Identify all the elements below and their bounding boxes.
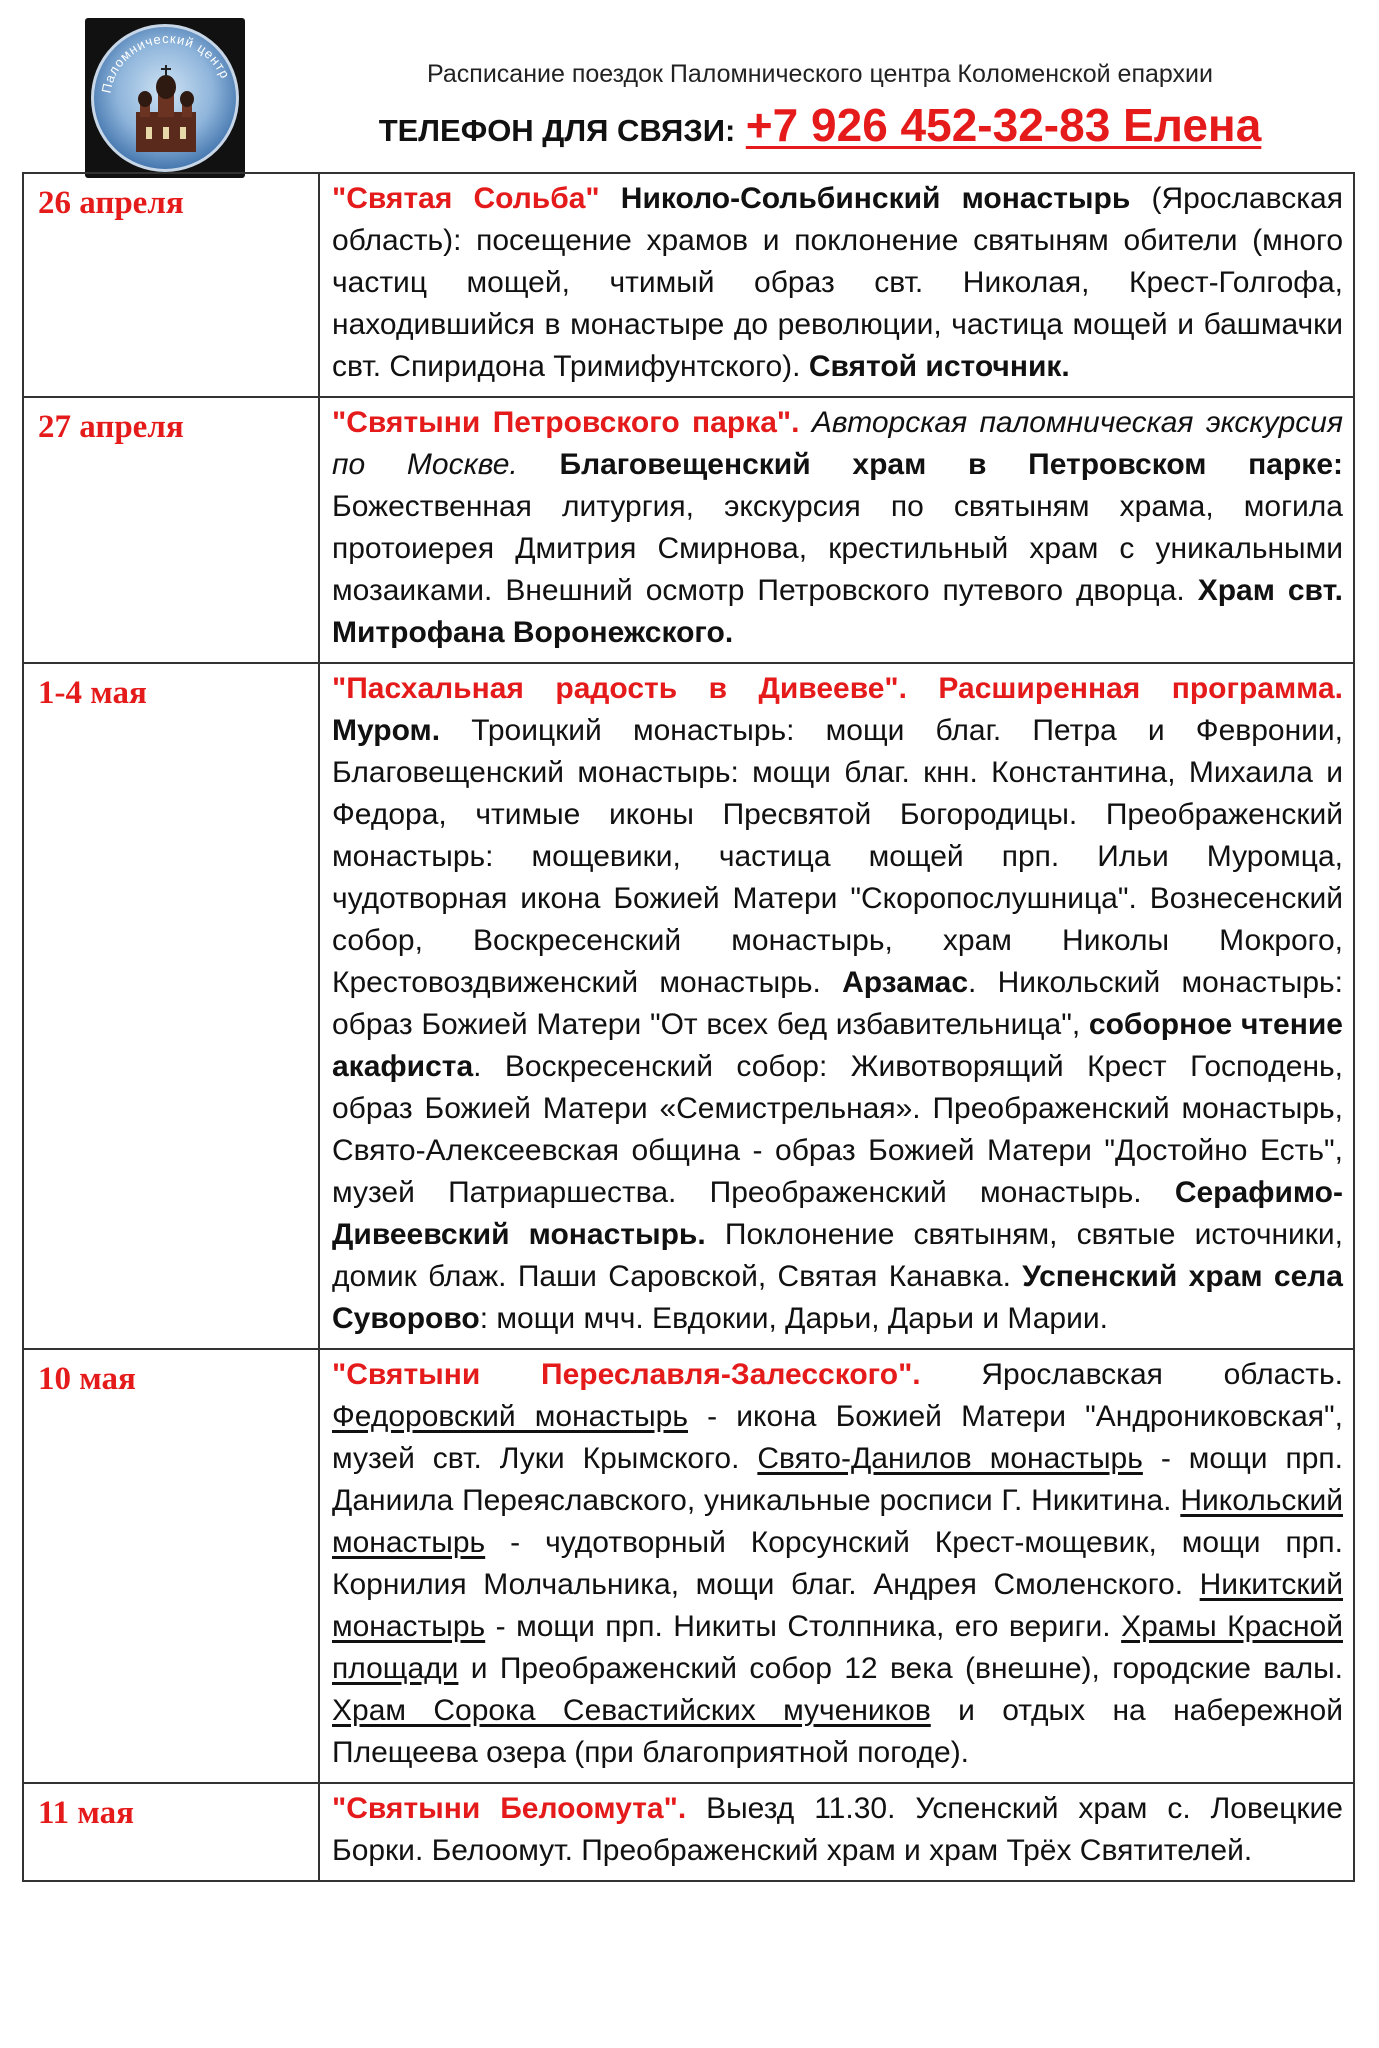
trip-row [23, 397, 1354, 663]
visited-site: Свято-Данилов монастырь [757, 1442, 1143, 1475]
trip-description [319, 663, 1354, 1349]
schedule-title: Расписание поездок Паломнического центра Коломенской епархии [427, 60, 1213, 88]
trip-row [23, 663, 1354, 1349]
description-text: Поклонение святыням, святые источники, домик блаж. Паши Саровской, Святая Канавка. [332, 1218, 1344, 1293]
trip-date-cell [23, 1783, 319, 1881]
trip-title: "Святая Сольба" [332, 182, 600, 215]
description-text: - чудотворный Корсунский Крест-мощевик, мощи прп. Корнилия Молчальника, мощи благ. Андрея Смоленского. [332, 1526, 1343, 1601]
church-icon [116, 57, 216, 157]
trip-date: 27 апреля [38, 409, 184, 445]
trip-row [23, 1783, 1354, 1881]
phone-number: +7 926 452-32-83 Елена [745, 99, 1262, 151]
trip-description [319, 1783, 1354, 1881]
logo-emblem [91, 24, 239, 172]
visited-site: Храмы Красной площади [332, 1610, 1343, 1685]
highlight-place: Серафимо-Дивеевский монастырь. [332, 1176, 1343, 1251]
trip-date-cell [23, 397, 319, 663]
trip-schedule-table [22, 172, 1355, 1882]
trip-description [319, 397, 1354, 663]
contact-line [320, 98, 1320, 152]
trip-date-cell [23, 663, 319, 1349]
trip-title: "Святыни Белоомута". [332, 1792, 687, 1825]
trip-row [23, 173, 1354, 397]
trip-date: 10 мая [38, 1361, 136, 1397]
description-text: Ярославская область. [920, 1358, 1344, 1391]
description-text: : мощи мчч. Евдокии, Дарьи, Дарьи и Марии. [479, 1302, 1108, 1335]
trip-date-cell [23, 1349, 319, 1783]
description-text: - мощи прп. Никиты Столпника, его вериги. [485, 1610, 1122, 1643]
trip-title: "Святыни Переславля-Залесского". [332, 1358, 921, 1391]
visited-site: Никитский монастырь [332, 1568, 1343, 1643]
description-text [518, 448, 560, 481]
highlight-place: Николо-Сольбинский монастырь [620, 182, 1131, 215]
visited-site: Федоровский монастырь [332, 1400, 688, 1433]
trip-description [319, 173, 1354, 397]
description-text: . Воскресенский собор: Животворящий Крест Господень, образ Божией Матери «Семистрельная». Преображенский монастырь, Свято-Алексеевская община - образ Божией Матери "Достойно Есть", музей Патриаршества. Преображенский монастырь. [332, 1050, 1343, 1209]
highlight-place: Благовещенский храм в Петровском парке: [559, 448, 1343, 481]
description-text: (Ярославская область): посещение храмов и поклонение святыням обители (много частиц мощей, чтимый образ свт. Николая, Крест-Голгофа, находившийся в монастыре до революции, частица мощей и башмачки свт. Спиридона Тримифунтского). [332, 182, 1343, 383]
trip-date-cell [23, 173, 319, 397]
trip-date: 26 апреля [38, 185, 184, 221]
description-text: Троицкий монастырь: мощи благ. Петра и Февронии, Благовещенский монастырь: мощи благ. кнн. Константина, Михаила и Федора, чтимые иконы Пресвятой Богородицы. Преображенский монастырь: мощевики, частица мощей прп. Ильи Муромца, чудотворная икона Божией Матери "Скоропослушница". Вознесенский собор, Воскресенский монастырь, храм Николы Мокрого, Крестовоздвиженский монастырь. [332, 714, 1343, 999]
visited-site: Храм Сорока Севастийских мучеников [332, 1694, 931, 1727]
trip-title: "Святыни Петровского парка". [332, 406, 800, 439]
description-text: - икона Божией Матери "Андрониковская", музей свт. Луки Крымского. [332, 1400, 1343, 1475]
description-text: и Преображенский собор 12 века (внешне), городские валы. [458, 1652, 1343, 1685]
highlight-place: Успенский храм села Суворово [332, 1260, 1343, 1335]
trip-row [23, 1349, 1354, 1783]
pilgrimage-center-logo [85, 18, 245, 178]
visited-site: Никольский монастырь [332, 1484, 1343, 1559]
description-text: Божественная литургия, экскурсия по святыням храма, могила протоиерея Дмитрия Смирнова, крестильный храм с уникальными мозаиками. Внешний осмотр Петровского путевого дворца. [332, 490, 1343, 607]
description-text: Выезд 11.30. Успенский храм с. Ловецкие Борки. Белоомут. Преображенский храм и храм Трёх Святителей. [332, 1792, 1343, 1867]
tour-note: Авторская паломническая экскурсия по Москве. [332, 406, 1343, 481]
trip-date: 11 мая [38, 1795, 135, 1831]
description-text [799, 406, 811, 439]
trip-description [319, 1349, 1354, 1783]
highlight-place: Муром. [332, 714, 441, 747]
description-text: - мощи прп. Даниила Переяславского, уникальные росписи Г. Никитина. [332, 1442, 1343, 1517]
highlight-place: Арзамас [842, 966, 969, 999]
trip-title: "Пасхальная радость в Дивееве". Расширенная программа. [332, 672, 1343, 705]
logo-ring-label: Паломнический центр [98, 30, 234, 95]
highlight-place: Храм свт. Митрофана Воронежского. [332, 574, 1343, 649]
phone-label: ТЕЛЕФОН ДЛЯ СВЯЗИ: [378, 113, 736, 148]
description-text: . Никольский монастырь: образ Божией Матери "От всех бед избавительница", [332, 966, 1343, 1041]
description-text [600, 182, 621, 215]
description-text: и отдых на набережной Плещеева озера (при благоприятной погоде). [332, 1694, 1343, 1769]
highlight-place: соборное чтение акафиста [332, 1008, 1343, 1083]
trip-date: 1-4 мая [38, 675, 147, 711]
trip-schedule-body [23, 173, 1354, 1881]
highlight-place: Святой источник. [808, 350, 1070, 383]
